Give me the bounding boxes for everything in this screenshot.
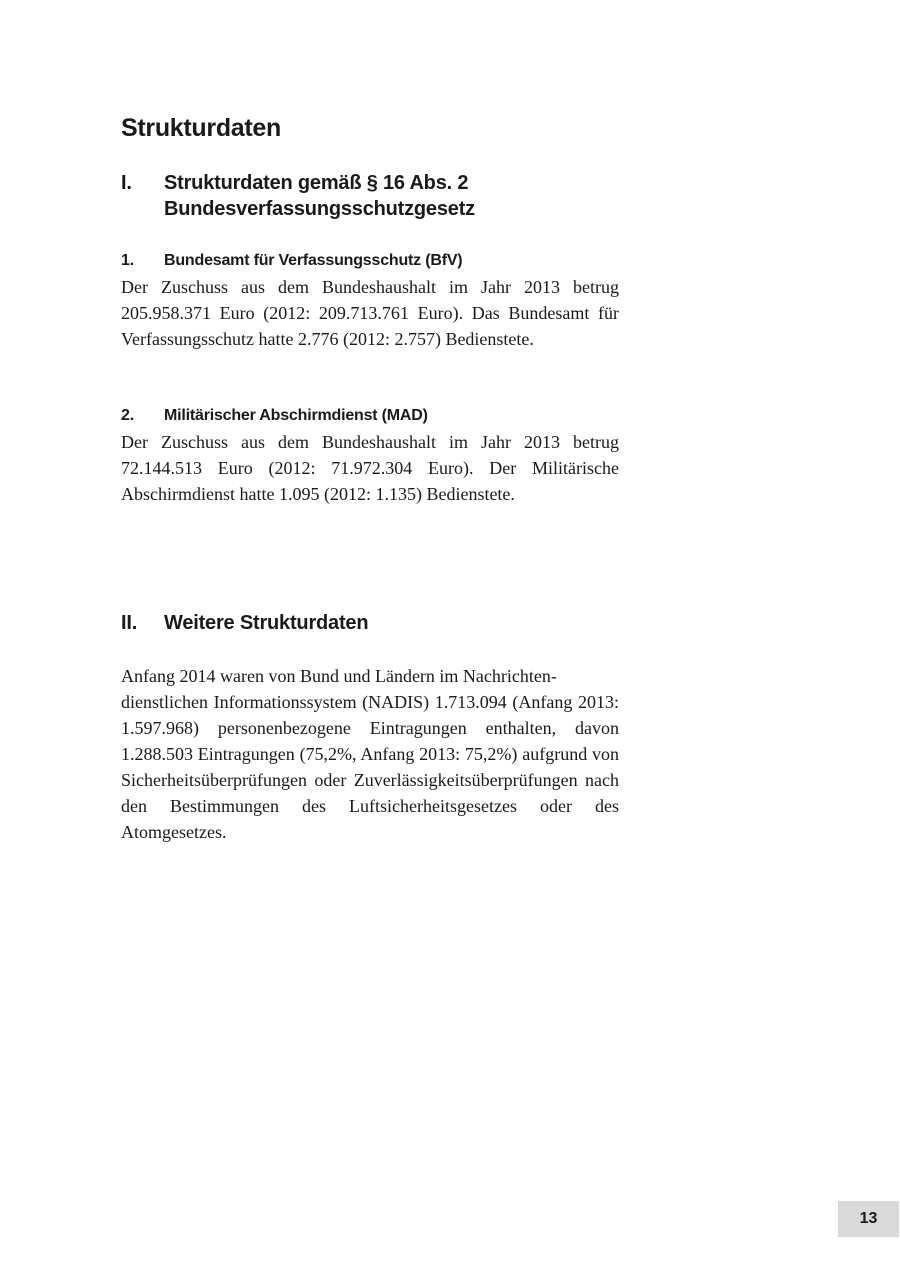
section-heading-text [164, 170, 641, 222]
section-number: II. [121, 612, 138, 634]
paragraph-mad: Der Zuschuss aus dem Bundeshaushalt im Jahr 2013 betrug 72.144.513 Euro (2012: 71.972.304 Euro). Der Militärische Abschirmdienst hatte 1.095 (2012: 1.135) Bedienstete. [121, 432, 619, 504]
section-heading-line: Bundesverfassungsschutzgesetz [164, 198, 475, 220]
section-heading-line: Strukturdaten gemäß § 16 Abs. 2 [164, 172, 469, 194]
subsection-number: 2. [121, 407, 134, 424]
section-heading-2 [121, 610, 641, 636]
subsection-number: 1. [121, 252, 134, 269]
subsection-heading-bfv [121, 250, 621, 272]
page-number: 13 [838, 1201, 899, 1237]
paragraph-bfv: Der Zuschuss aus dem Bundeshaushalt im Jahr 2013 betrug 205.958.371 Euro (2012: 209.713.761 Euro). Das Bundesamt für Verfassungsschutz hatte 2.776 (2012: 2.757) Bedienstete. [121, 277, 619, 349]
subsection-heading-text: Bundesamt für Verfassungsschutz (BfV) [164, 252, 463, 269]
section-number: I. [121, 172, 132, 194]
paragraph-part: Anfang 2014 waren von Bund und Ländern im Nachrichten- [121, 666, 557, 686]
subsection-heading-text: Militärischer Abschirmdienst (MAD) [164, 407, 428, 424]
paragraph-part: dienstlichen Informationssystem (NADIS) 1.713.094 (Anfang 2013: 1.597.968) personenbezogene Eintragungen enthalten, davon 1.288.503 Eintragungen (75,2%, Anfang 2013: 75,2%) aufgrund von Sicherheitsüberprüfungen oder Zuverlässigkeitsüberprüfungen nach den Bestimmungen des Luftsicherheitsgesetzes oder des Atomgesetzes. [121, 692, 619, 842]
page-title: Strukturdaten [121, 114, 282, 142]
subsection-heading-mad [121, 405, 621, 427]
section-heading-text: Weitere Strukturdaten [164, 612, 369, 634]
section-heading-1 [121, 170, 641, 222]
paragraph-weitere-strukturdaten [121, 663, 619, 845]
